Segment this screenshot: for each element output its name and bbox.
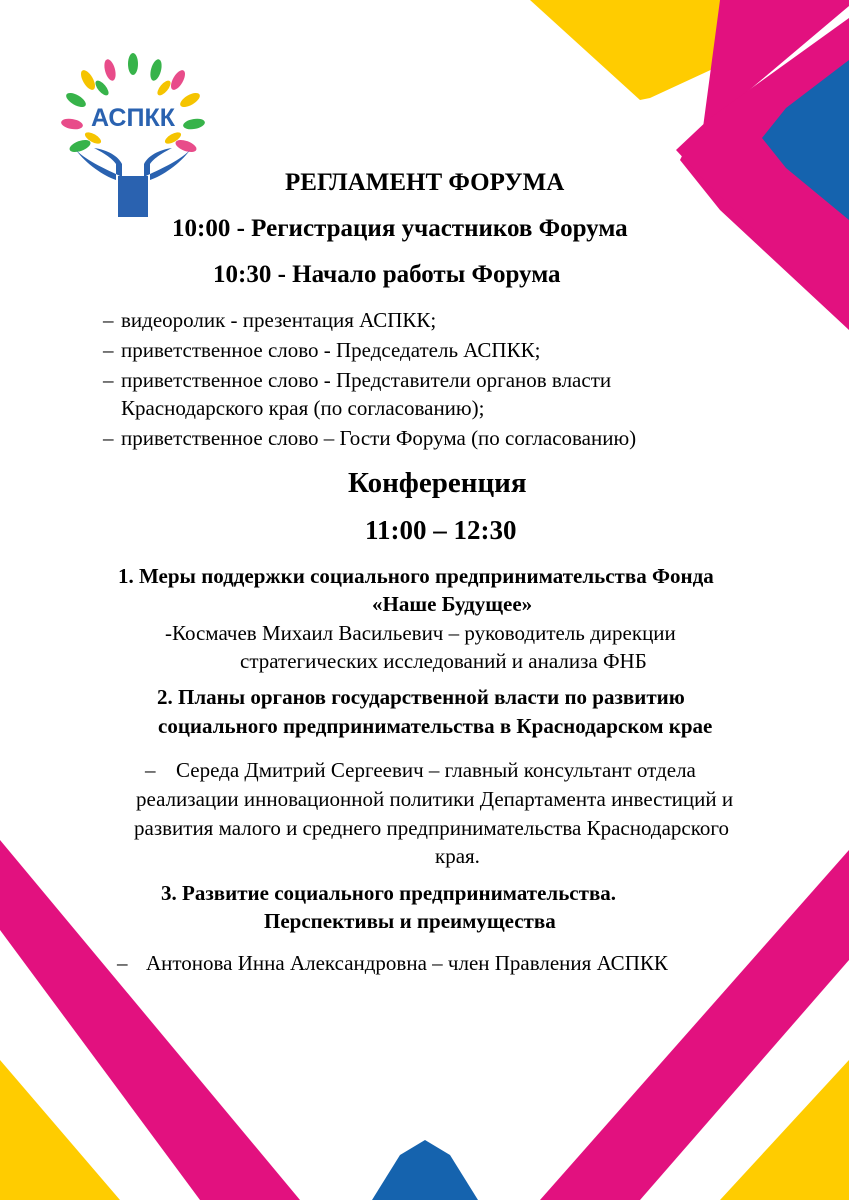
topic-title-line2: социального предпринимательства в Краснодарском крае — [158, 714, 713, 738]
bottom-center-blue-shape — [372, 1140, 478, 1200]
conference-title: Конференция — [348, 467, 527, 499]
logo-text: АСПКК — [91, 104, 175, 132]
list-dash: – — [103, 368, 114, 392]
list-item-text: приветственное слово – Гости Форума (по согласованию) — [121, 426, 637, 450]
registration-time: 10:00 - Регистрация участников Форума — [172, 215, 628, 242]
conference-time: 11:00 – 12:30 — [365, 515, 517, 545]
list-dash: – — [103, 308, 114, 332]
list-item-text: приветственное слово - Представители органов власти — [121, 368, 612, 392]
list-item-text: приветственное слово - Председатель АСПКК; — [121, 338, 541, 362]
list-dash: – — [117, 951, 128, 975]
list-item-text-continued: Краснодарского края (по согласованию); — [121, 396, 485, 420]
topic-speaker-line3: развития малого и среднего предпринимательства Краснодарского — [134, 816, 729, 840]
list-dash: – — [145, 758, 156, 782]
bottom-left-yellow-triangle — [0, 1060, 120, 1200]
topic-title: 1. Меры поддержки социального предпринимательства Фонда — [118, 564, 714, 588]
topic-title-line2: «Наше Будущее» — [372, 592, 533, 616]
forum-start-time: 10:30 - Начало работы Форума — [213, 261, 561, 288]
topic-speaker-line2: реализации инновационной политики Департамента инвестиций и — [136, 787, 734, 811]
list-dash: – — [103, 338, 114, 362]
logo — [58, 52, 208, 217]
list-item-text: видеоролик - презентация АСПКК; — [121, 308, 437, 332]
logo-graphic — [58, 52, 208, 217]
topic-speaker-line2: стратегических исследований и анализа ФНБ — [240, 649, 647, 673]
list-dash: – — [103, 426, 114, 450]
topic-speaker: Середа Дмитрий Сергеевич – главный консультант отдела — [176, 758, 696, 782]
topic-title-line2: Перспективы и преимущества — [264, 909, 556, 933]
topic-speaker-line4: края. — [435, 844, 480, 868]
topic-title: 3. Развитие социального предпринимательства. — [161, 881, 617, 905]
topic-title: 2. Планы органов государственной власти по развитию — [157, 685, 685, 709]
topic-speaker: Антонова Инна Александровна – член Правления АСПКК — [146, 951, 668, 975]
topic-speaker: -Космачев Михаил Васильевич – руководитель дирекции — [165, 621, 676, 645]
page-title: РЕГЛАМЕНТ ФОРУМА — [285, 169, 565, 196]
